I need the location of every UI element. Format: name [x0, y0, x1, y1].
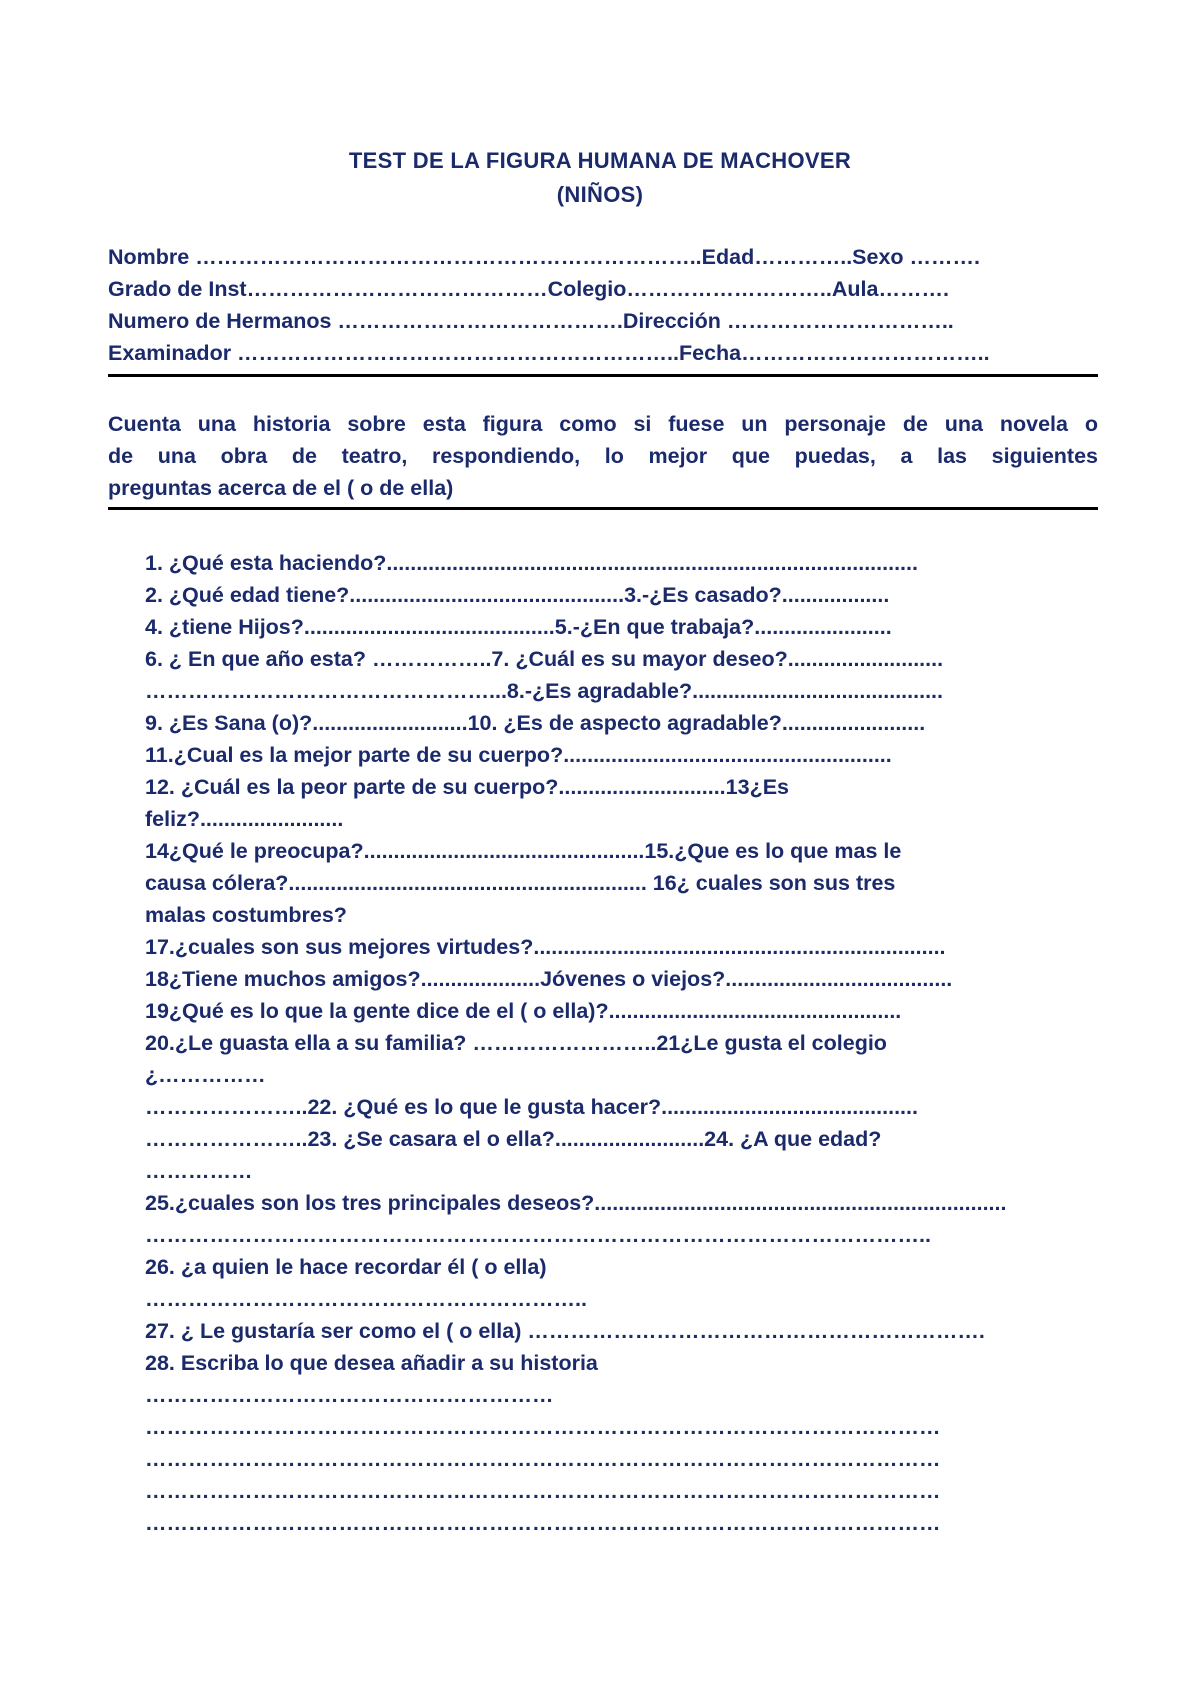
- field-grado-colegio-aula: Grado de Inst……………………………………Colegio………………………..Aula……….: [108, 277, 949, 301]
- field-hermanos-direccion: Numero de Hermanos ………………………………….Dirección …………………………..: [108, 309, 954, 333]
- question-line: 2. ¿Qué edad tiene?..............................................3.-¿Es casado?..................: [145, 583, 890, 607]
- answer-line: …………………………………………………………………………………………………: [145, 1479, 941, 1503]
- question-line: 1. ¿Qué esta haciendo?.........................................................................................: [145, 551, 918, 575]
- question-line: feliz?........................: [145, 807, 344, 831]
- field-examinador-fecha: Examinador ……………………………………………………..Fecha……………………………..: [108, 341, 990, 365]
- question-line: 25.¿cuales son los tres principales deseos?.....................................................................: [145, 1191, 1007, 1215]
- document-subtitle: (NIÑOS): [556, 182, 644, 207]
- question-line: 27. ¿ Le gustaría ser como el ( o ella) ……………………………………………………….: [145, 1319, 985, 1343]
- question-line: ……………………………………………………..: [145, 1287, 587, 1311]
- question-line: 20.¿Le guasta ella a su familia? ……………………..21¿Le gusta el colegio: [145, 1031, 887, 1055]
- question-line: causa cólera?............................................................ 16¿ cuales son sus tres: [145, 871, 896, 895]
- document-title: TEST DE LA FIGURA HUMANA DE MACHOVER: [348, 148, 852, 173]
- answer-line: …………………………………………………………………………………………………: [145, 1511, 941, 1535]
- question-line: 14¿Qué le preocupa?...............................................15.¿Que es lo que mas le: [145, 839, 902, 863]
- answer-line: …………………………………………………………………………………………………: [145, 1447, 941, 1471]
- question-line: 12. ¿Cuál es la peor parte de su cuerpo?............................13¿Es: [145, 775, 790, 799]
- instructions-line-3: preguntas acerca de el ( o de ella): [108, 476, 454, 500]
- divider-top: [108, 374, 1098, 377]
- question-line: 6. ¿ En que año esta? ……………..7. ¿Cuál es su mayor deseo?..........................: [145, 647, 944, 671]
- question-line: 26. ¿a quien le hace recordar él ( o ella): [145, 1255, 547, 1279]
- question-line: 19¿Qué es lo que la gente dice de el ( o ella)?.................................................: [145, 999, 902, 1023]
- question-line: 18¿Tiene muchos amigos?....................Jóvenes o viejos?......................................: [145, 967, 953, 991]
- question-line: ¿……………: [145, 1063, 266, 1087]
- divider-bottom: [108, 507, 1098, 510]
- question-line: ……………: [145, 1159, 253, 1183]
- question-line: …………………..23. ¿Se casara el o ella?.........................24. ¿A que edad?: [145, 1127, 882, 1151]
- question-line: 17.¿cuales son sus mejores virtudes?.....................................................................: [145, 935, 946, 959]
- question-line: ………………………………………………………………………………………………..: [145, 1223, 931, 1247]
- question-line: 11.¿Cual es la mejor parte de su cuerpo?.......................................................: [145, 743, 892, 767]
- question-line: 9. ¿Es Sana (o)?..........................10. ¿Es de aspecto agradable?........................: [145, 711, 926, 735]
- question-line: malas costumbres?: [145, 903, 347, 927]
- instructions-line-2: de una obra de teatro, respondiendo, lo mejor que puedas, a las siguientes: [108, 444, 1098, 468]
- field-nombre-edad-sexo: Nombre ……………………………………………………………..Edad…………..Sexo ……….: [108, 245, 980, 269]
- instructions-line-1: Cuenta una historia sobre esta figura como si fuese un personaje de una novela o: [108, 412, 1098, 436]
- question-line: …………………………………………………: [145, 1383, 554, 1407]
- instructions: [108, 408, 1098, 504]
- answer-line: …………………………………………………………………………………………………: [145, 1415, 941, 1439]
- question-line: 28. Escriba lo que desea añadir a su historia: [145, 1351, 598, 1375]
- question-line: …………………..22. ¿Qué es lo que le gusta hacer?...........................................: [145, 1095, 918, 1119]
- question-line: 4. ¿tiene Hijos?..........................................5.-¿En que trabaja?.......................: [145, 615, 892, 639]
- question-line: …………………………………………...8.-¿Es agradable?..........................................: [145, 679, 943, 703]
